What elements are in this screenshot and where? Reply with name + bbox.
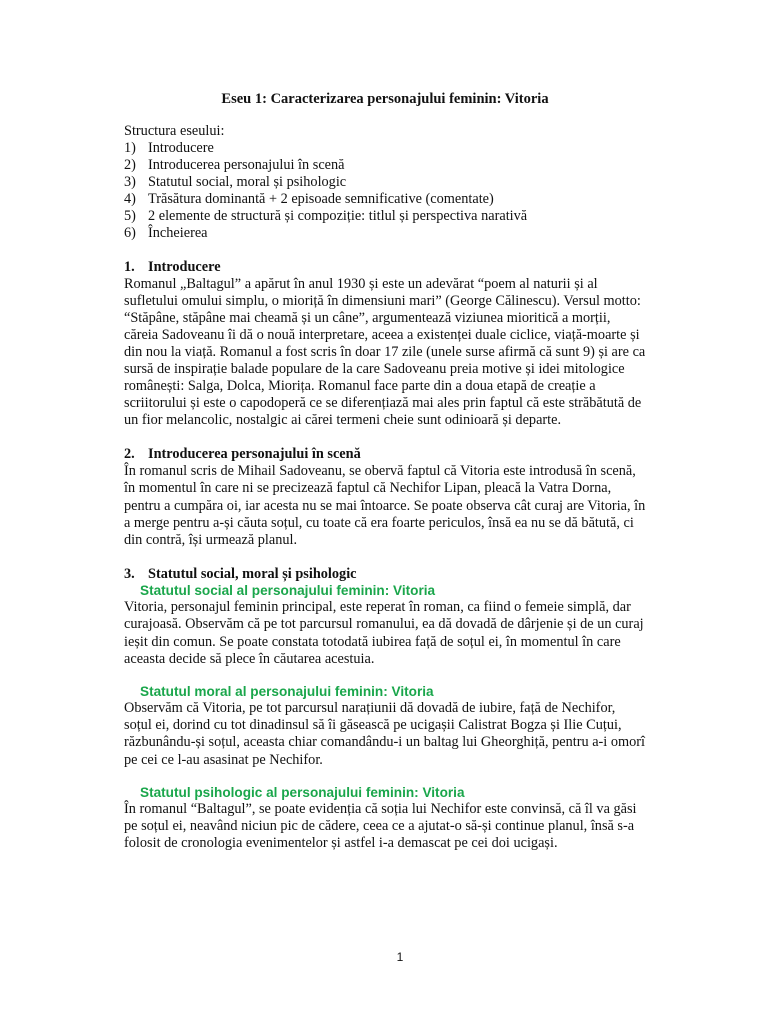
structure-item-label: Introducere — [148, 140, 214, 157]
section-number: 1. — [124, 258, 135, 275]
structure-item-label: Statutul social, moral și psihologic — [148, 173, 347, 190]
section-heading-text: Introducerea personajului în scenă — [148, 446, 361, 463]
section-heading-text: Statutul social, moral și psihologic — [148, 565, 357, 582]
structure-item-number: 4) — [124, 190, 136, 207]
subsection-paragraph: Observăm că Vitoria, pe tot parcursul narațiunii dă dovadă de iubire, față de Nechifor, soțul ei, dorind cu tot dinadinsul să îi găsească pe ucigașii Calistrat Bogza și Ilie Cuțui, răzbunându-și soțul, aceasta chiar comandându-i un baltag lui Gheorghiță, pentru a-i omorî pe cei ce l-au asasinat pe Nechifor. — [124, 700, 646, 768]
structure-item-number: 6) — [124, 224, 136, 241]
section-heading-statutul — [124, 566, 646, 583]
structure-list — [124, 140, 646, 241]
structure-item — [124, 174, 646, 191]
section-heading-text: Introducere — [148, 258, 221, 275]
structure-item-number: 3) — [124, 173, 136, 190]
structure-item-label: Încheierea — [148, 224, 208, 241]
structure-item-number: 5) — [124, 207, 136, 224]
subsection-heading-statut-psihologic: Statutul psihologic al personajului feminin: Vitoria — [140, 784, 465, 800]
structure-item-label: Trăsătura dominantă + 2 episoade semnificative (comentate) — [148, 190, 494, 207]
section-paragraph: Romanul „Baltagul” a apărut în anul 1930 și este un adevărat “poem al naturii și al sufletului omului simplu, o mioriță în dimensiuni mari” (George Călinescu). Versul motto: “Stăpâne, stăpâne mai cheamă și un câne”, argumentează viziunea mioritică a morții, căreia Sadoveanu îi dă o nouă interpretare, aceea a existenței duale ciclice, viață-moarte și din nou la viață. Romanul a fost scris în doar 17 zile (unele surse afirmă că sunt 9) și are ca sursă de inspirație balade populare de la care Sadoveanu preia motive și idei mitologice românești: Salga, Dolca, Miorița. Romanul face parte din a doua etapă de creație a scriitorului și este o capodoperă ce se diferențiază mai ales prin faptul că este străbătută de un fior melancolic, nostalgic ai cărei termeni cheie sunt odinioară și departe. — [124, 275, 646, 429]
structure-intro: Structura eseului: — [124, 123, 225, 139]
structure-item-number: 2) — [124, 157, 136, 173]
subsection-paragraph: Vitoria, personajul feminin principal, este reperat în roman, ca fiind o femeie simplă, dar curajoasă. Observăm că pe tot parcursul romanului, ea dă dovadă de dârjenie și de un curaj ieșit din comun. Se poate constata totodată iubirea față de soțul ei, în momentul în care aceasta decide să plece în căutarea acestuia. — [124, 599, 644, 667]
section-heading-introducere — [124, 259, 646, 276]
structure-item-label: 2 elemente de structură și compoziție: titlul și perspectiva narativă — [148, 207, 528, 224]
page-content — [124, 80, 646, 852]
subsection-paragraph: În romanul “Baltagul”, se poate evidenția că soția lui Nechifor este convinsă, că îl va găsi pe soțul ei, neavând niciun pic de cădere, ceea ce a ajutat-o să-și continue planul, însă s-a folosit de cronologia evenimentelor și astfel i-a demascat pe cei doi ucigași. — [124, 801, 637, 852]
section-number: 2. — [124, 446, 135, 463]
structure-item-number: 1) — [124, 140, 136, 157]
structure-item-label: Introducerea personajului în scenă — [148, 157, 345, 173]
section-heading-introducerea-personajului — [124, 446, 646, 463]
subsection-heading-statut-social: Statutul social al personajului feminin: Vitoria — [140, 582, 436, 598]
structure-item — [124, 191, 646, 208]
structure-item — [124, 157, 646, 174]
essay-title: Eseu 1: Caracterizarea personajului feminin: Vitoria — [221, 91, 549, 107]
subsection-heading-statut-moral: Statutul moral al personajului feminin: Vitoria — [140, 683, 434, 699]
page-number: 1 — [396, 950, 404, 964]
structure-item — [124, 208, 646, 225]
structure-item — [124, 140, 646, 157]
section-paragraph: În romanul scris de Mihail Sadoveanu, se obervă faptul că Vitoria este introdusă în scenă, în momentul în care ni se precizează faptul că Nechifor Lipan, pleacă la Vatra Dorna, pentru a cumpăra oi, iar acesta nu se mai întoarce. Se poate observa cât curaj are Vitoria, în a merge pentru a-și căuta soțul, cu toate că era foarte periculos, însă ea nu se dă bătută, ci din contră, își urmează planul. — [124, 463, 646, 548]
structure-item — [124, 225, 646, 242]
section-number: 3. — [124, 565, 135, 582]
